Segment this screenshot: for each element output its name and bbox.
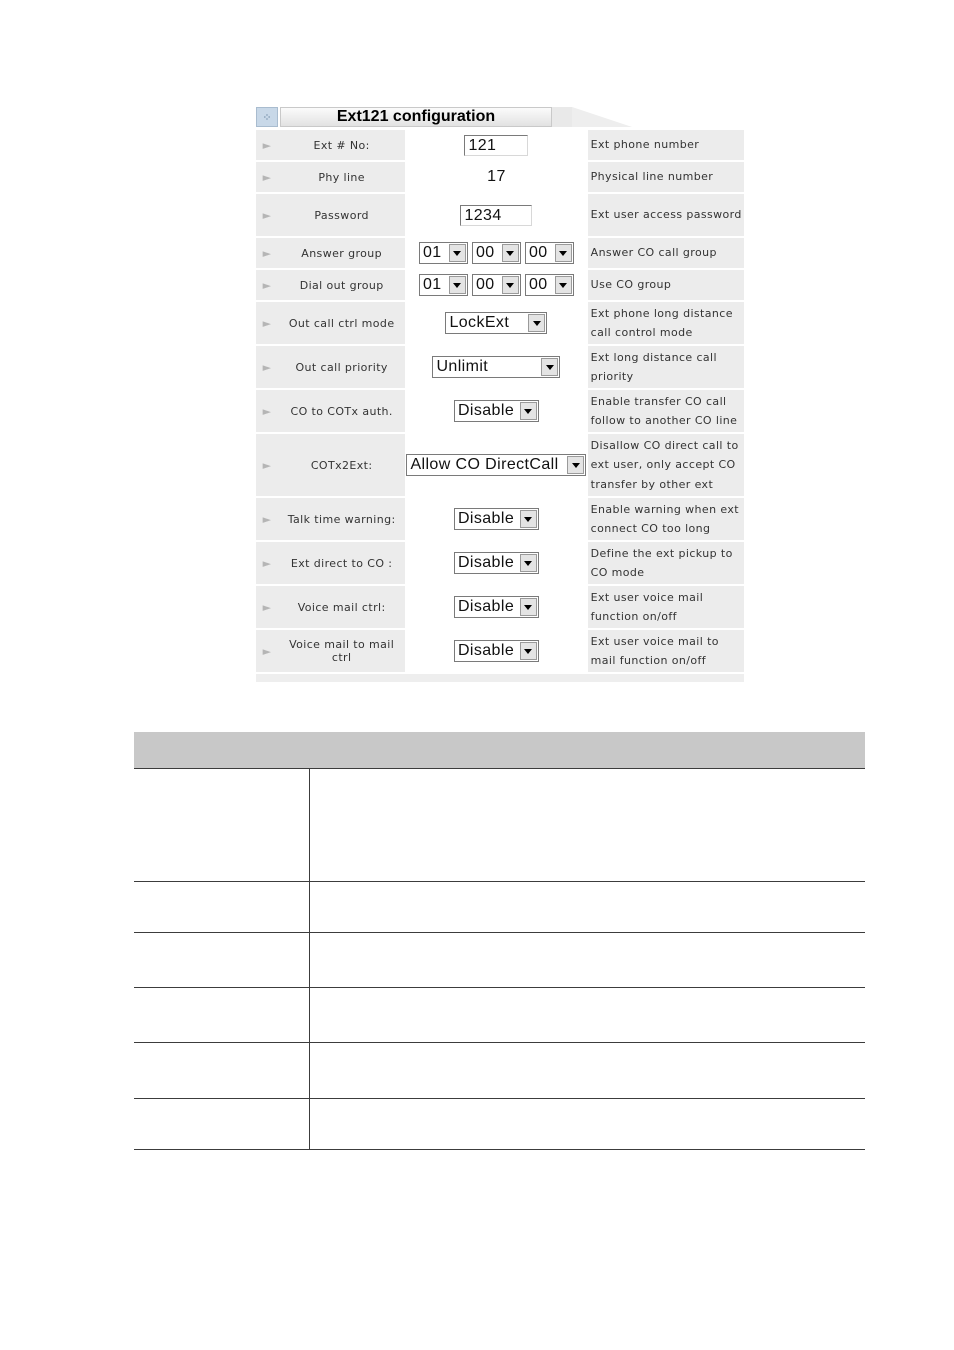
field-control xyxy=(405,630,587,672)
option-select[interactable] xyxy=(454,640,539,662)
field-description: Define the ext pickup to CO mode xyxy=(588,542,744,584)
field-control xyxy=(405,162,587,192)
select-value: 01 xyxy=(422,244,442,261)
config-row xyxy=(256,130,744,160)
option-select[interactable] xyxy=(454,552,539,574)
select-value: Disable xyxy=(457,402,515,419)
config-row xyxy=(256,434,744,496)
config-row xyxy=(256,238,744,268)
dropdown-arrow-icon[interactable] xyxy=(555,244,572,262)
select-value: 01 xyxy=(422,276,442,293)
field-label: Out call priority xyxy=(278,346,405,388)
field-control xyxy=(405,270,587,300)
field-control xyxy=(405,238,587,268)
config-row xyxy=(256,630,744,672)
term-cell xyxy=(134,988,310,1042)
dropdown-arrow-icon[interactable] xyxy=(449,276,466,294)
dropdown-arrow-icon[interactable] xyxy=(520,510,537,528)
group-select[interactable] xyxy=(419,242,468,264)
field-control xyxy=(405,346,587,388)
config-row xyxy=(256,498,744,540)
description-table-header xyxy=(134,732,865,768)
password-input[interactable]: 1234 xyxy=(460,205,532,226)
row-arrow-icon: ► xyxy=(256,162,278,192)
select-value: Disable xyxy=(457,554,515,571)
table-row xyxy=(134,1042,865,1098)
select-value: 00 xyxy=(528,276,548,293)
row-arrow-icon: ► xyxy=(256,194,278,236)
option-select[interactable] xyxy=(406,454,586,476)
field-label: COTx2Ext: xyxy=(278,434,405,496)
phy-line-value: 17 xyxy=(487,168,506,185)
field-control xyxy=(405,586,587,628)
group-select[interactable] xyxy=(419,274,468,296)
select-value: Disable xyxy=(457,642,515,659)
row-arrow-icon: ► xyxy=(256,498,278,540)
select-value: Allow CO DirectCall xyxy=(410,456,559,473)
field-description: Enable warning when ext connect CO too long xyxy=(588,498,744,540)
option-select[interactable] xyxy=(454,508,539,530)
field-description: Ext long distance call priority xyxy=(588,346,744,388)
table-row xyxy=(134,768,865,881)
select-value: Disable xyxy=(457,510,515,527)
config-row xyxy=(256,586,744,628)
row-arrow-icon: ► xyxy=(256,390,278,432)
config-row xyxy=(256,542,744,584)
select-value: Unlimit xyxy=(436,358,489,375)
field-label: CO to COTx auth. xyxy=(278,390,405,432)
field-control xyxy=(405,542,587,584)
row-arrow-icon: ► xyxy=(256,586,278,628)
option-select[interactable] xyxy=(445,312,547,334)
dropdown-arrow-icon[interactable] xyxy=(520,402,537,420)
ext-number-input[interactable]: 121 xyxy=(464,135,528,156)
dropdown-arrow-icon[interactable] xyxy=(567,456,584,474)
row-arrow-icon: ► xyxy=(256,434,278,496)
row-arrow-icon: ► xyxy=(256,238,278,268)
field-label: Out call ctrl mode xyxy=(278,302,405,344)
description-table xyxy=(134,732,865,1150)
group-selects xyxy=(417,278,576,291)
field-description: Disallow CO direct call to ext user, only accept CO transfer by other ext xyxy=(588,434,744,496)
option-select[interactable] xyxy=(454,400,539,422)
field-label: Answer group xyxy=(278,238,405,268)
select-value: 00 xyxy=(475,244,495,261)
field-control xyxy=(405,130,587,160)
config-row xyxy=(256,346,744,388)
field-description: Ext phone long distance call control mode xyxy=(588,302,744,344)
option-select[interactable] xyxy=(454,596,539,618)
row-arrow-icon: ► xyxy=(256,346,278,388)
config-row xyxy=(256,390,744,432)
panel-title: Ext121 configuration xyxy=(280,107,552,127)
config-row xyxy=(256,194,744,236)
table-row xyxy=(134,932,865,987)
field-description: Enable transfer CO call follow to another CO line xyxy=(588,390,744,432)
field-description: Ext user access password xyxy=(588,194,744,236)
titlebar-filler xyxy=(552,107,572,127)
dropdown-arrow-icon[interactable] xyxy=(449,244,466,262)
table-row xyxy=(134,881,865,932)
dropdown-arrow-icon[interactable] xyxy=(541,358,558,376)
titlebar-slope xyxy=(572,107,632,127)
field-label: Phy line xyxy=(278,162,405,192)
dropdown-arrow-icon[interactable] xyxy=(520,598,537,616)
field-control xyxy=(405,498,587,540)
dropdown-arrow-icon[interactable] xyxy=(502,244,519,262)
config-row xyxy=(256,302,744,344)
field-label: Ext # No: xyxy=(278,130,405,160)
group-select[interactable] xyxy=(472,274,521,296)
field-label: Talk time warning: xyxy=(278,498,405,540)
group-selects xyxy=(417,246,576,259)
config-row xyxy=(256,270,744,300)
field-label: Ext direct to CO : xyxy=(278,542,405,584)
field-description: Answer CO call group xyxy=(588,238,744,268)
row-arrow-icon: ► xyxy=(256,542,278,584)
config-row xyxy=(256,162,744,192)
field-description: Ext phone number xyxy=(588,130,744,160)
ext-config-panel xyxy=(256,106,744,674)
dotted-square-icon[interactable]: ⁘ xyxy=(256,107,278,127)
term-cell xyxy=(134,769,310,881)
dropdown-arrow-icon[interactable] xyxy=(520,642,537,660)
term-cell xyxy=(134,882,310,932)
option-select[interactable] xyxy=(432,356,560,378)
row-arrow-icon: ► xyxy=(256,130,278,160)
dropdown-arrow-icon[interactable] xyxy=(502,276,519,294)
term-cell xyxy=(134,1099,310,1149)
field-control xyxy=(405,194,587,236)
field-description: Physical line number xyxy=(588,162,744,192)
field-control xyxy=(405,434,587,496)
field-label: Voice mail ctrl: xyxy=(278,586,405,628)
field-label: Dial out group xyxy=(278,270,405,300)
field-label: Voice mail to mail ctrl xyxy=(278,630,405,672)
row-arrow-icon: ► xyxy=(256,630,278,672)
description-table-bottom-border xyxy=(134,1149,865,1150)
dropdown-arrow-icon[interactable] xyxy=(520,554,537,572)
select-value: Disable xyxy=(457,598,515,615)
select-value: 00 xyxy=(528,244,548,261)
table-row xyxy=(134,987,865,1042)
select-value: 00 xyxy=(475,276,495,293)
group-select[interactable] xyxy=(525,274,574,296)
field-description: Ext user voice mail function on/off xyxy=(588,586,744,628)
field-label: Password xyxy=(278,194,405,236)
group-select[interactable] xyxy=(472,242,521,264)
panel-bottom-bar xyxy=(256,674,744,682)
row-arrow-icon: ► xyxy=(256,302,278,344)
select-value: LockExt xyxy=(449,314,510,331)
term-cell xyxy=(134,1043,310,1098)
dropdown-arrow-icon[interactable] xyxy=(528,314,545,332)
field-control xyxy=(405,390,587,432)
group-select[interactable] xyxy=(525,242,574,264)
panel-titlebar xyxy=(256,106,744,128)
row-arrow-icon: ► xyxy=(256,270,278,300)
field-control xyxy=(405,302,587,344)
field-description: Use CO group xyxy=(588,270,744,300)
config-table xyxy=(256,128,744,674)
term-cell xyxy=(134,933,310,987)
field-description: Ext user voice mail to mail function on/off xyxy=(588,630,744,672)
table-row xyxy=(134,1098,865,1149)
dropdown-arrow-icon[interactable] xyxy=(555,276,572,294)
